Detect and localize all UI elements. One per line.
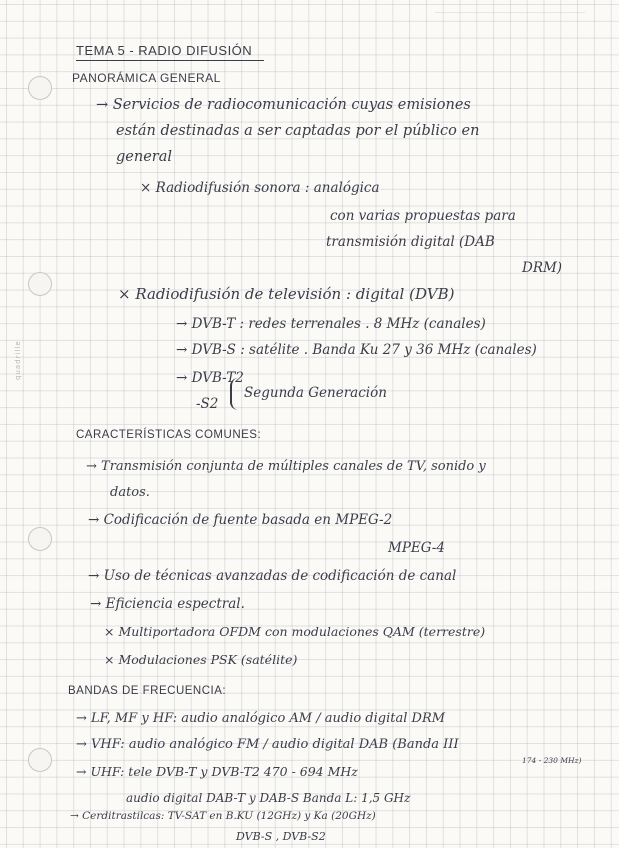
dvbt2-line: → DVB-T2 <box>176 370 244 386</box>
punch-hole <box>28 76 52 100</box>
margin-print: quadrille <box>14 340 22 380</box>
radio-sound-line: transmisión digital (DAB <box>326 234 495 250</box>
title-underline <box>76 60 264 61</box>
punch-hole <box>28 748 52 772</box>
band-line: → Cerditrastilcas: TV-SAT en B.KU (12GHz) y Ka (20GHz) <box>70 810 376 822</box>
page-title: TEMA 5 - RADIO DIFUSIÓN <box>76 43 253 58</box>
section-heading-common: CARACTERÍSTICAS COMUNES: <box>76 429 262 441</box>
band-line: → UHF: tele DVB-T y DVB-T2 470 - 694 MHz <box>76 764 358 779</box>
radio-sound-line: DRM) <box>522 260 563 276</box>
section-heading-bands: BANDAS DE FRECUENCIA: <box>68 685 227 697</box>
section-heading-overview: PANORÁMICA GENERAL <box>72 71 221 85</box>
common-feature-line: datos. <box>110 485 150 500</box>
s2-line: -S2 <box>196 396 219 412</box>
tv-line: × Radiodifusión de televisión : digital (DVB) <box>118 285 455 303</box>
common-feature-subline: × Multiportadora OFDM con modulaciones QAM (terrestre) <box>104 624 486 639</box>
band-line: → LF, MF y HF: audio analógico AM / audio digital DRM <box>76 711 446 726</box>
intro-text: general <box>116 149 172 165</box>
punch-hole <box>28 527 52 551</box>
band-line: → VHF: audio analógico FM / audio digital DAB (Banda III <box>76 737 459 752</box>
band-line: DVB-S , DVB-S2 <box>236 830 326 843</box>
common-feature-line: → Uso de técnicas avanzadas de codificación de canal <box>88 568 457 584</box>
common-feature-line: MPEG-4 <box>388 540 445 556</box>
common-feature-line: → Transmisión conjunta de múltiples canales de TV, sonido y <box>86 459 486 474</box>
common-feature-line: → Eficiencia espectral. <box>90 596 245 612</box>
common-feature-line: → Codificación de fuente basada en MPEG-2 <box>88 512 393 528</box>
intro-text: están destinadas a ser captadas por el público en <box>116 123 480 139</box>
intro-text: → Servicios de radiocomunicación cuyas emisiones <box>96 97 471 113</box>
common-feature-subline: × Modulaciones PSK (satélite) <box>104 652 298 667</box>
second-generation-label: Segunda Generación <box>244 385 387 401</box>
band-note: 174 - 230 MHz) <box>522 756 582 765</box>
radio-sound-line: con varias propuestas para <box>330 208 516 224</box>
punch-hole <box>28 272 52 296</box>
dvbs-line: → DVB-S : satélite . Banda Ku 27 y 36 MHz (canales) <box>176 342 537 358</box>
show-through-lines <box>435 12 585 31</box>
dvbt-line: → DVB-T : redes terrenales . 8 MHz (canales) <box>176 316 486 332</box>
band-line: audio digital DAB-T y DAB-S Banda L: 1,5 GHz <box>126 791 411 805</box>
bracket-mark <box>230 378 242 410</box>
radio-sound-line: × Radiodifusión sonora : analógica <box>140 180 380 196</box>
